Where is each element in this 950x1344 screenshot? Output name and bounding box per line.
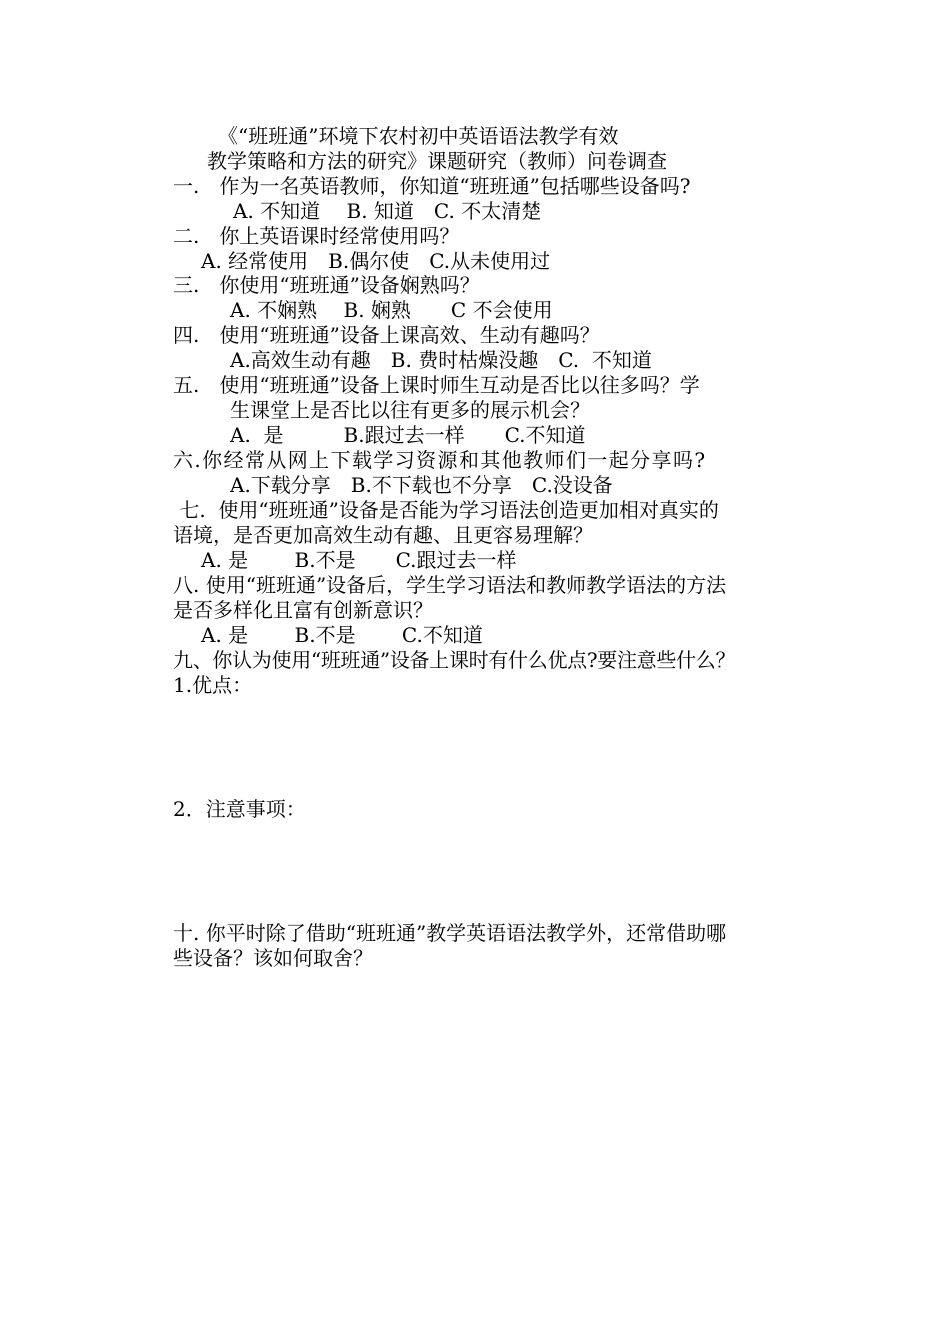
question-4-options: A.高效生动有趣 B. 费时枯燥没趣 C. 不知道 — [230, 348, 652, 372]
question-5-line-1: 五. 使用“班班通”设备上课时师生互动是否比以往多吗？学 — [173, 373, 700, 397]
title-line-2: 教学策略和方法的研究》课题研究（教师）问卷调查 — [207, 149, 667, 173]
question-1-options: A. 不知道 B. 知道 C. 不太清楚 — [233, 199, 542, 223]
question-10-line-2: 些设备？该如何取舍？ — [173, 946, 373, 970]
question-7-options: A. 是 B.不是 C.跟过去一样 — [201, 548, 517, 572]
question-7-line-1: 七. 使用“班班通”设备是否能为学习语法创造更加相对真实的 — [173, 498, 719, 522]
question-8-line-2: 是否多样化且富有创新意识？ — [173, 598, 433, 622]
question-3-options: A. 不娴熟 B. 娴熟 C 不会使用 — [230, 298, 553, 322]
question-6: 六.你经常从网上下载学习资源和其他教师们一起分享吗? — [173, 448, 707, 472]
question-5-options: A. 是 B.跟过去一样 C.不知道 — [230, 423, 586, 447]
question-1: 一. 作为一名英语教师，你知道“班班通”包括哪些设备吗? — [173, 174, 691, 198]
question-4: 四. 使用“班班通”设备上课高效、生动有趣吗？ — [173, 323, 600, 347]
question-5-line-2: 生课堂上是否比以往有更多的展示机会？ — [230, 398, 590, 422]
question-9: 九、你认为使用“班班通”设备上课时有什么优点?要注意些什么？ — [173, 648, 736, 672]
question-2-options: A. 经常使用 B.偶尔使 C.从未使用过 — [201, 249, 551, 273]
question-9-notes-label: 2．注意事项： — [173, 797, 306, 821]
question-2: 二. 你上英语课时经常使用吗？ — [173, 224, 460, 248]
question-6-options: A.下载分享 B.不下载也不分享 C.没设备 — [230, 473, 613, 497]
question-8-options: A. 是 B.不是 C.不知道 — [201, 623, 483, 647]
question-3: 三. 你使用“班班通”设备娴熟吗？ — [173, 273, 480, 297]
question-8-line-1: 八. 使用“班班通”设备后，学生学习语法和教师教学语法的方法 — [173, 573, 727, 597]
question-10-line-1: 十. 你平时除了借助“班班通”教学英语语法教学外，还常借助哪 — [173, 921, 727, 945]
title-line-1: 《“班班通”环境下农村初中英语语法教学有效 — [218, 124, 619, 148]
question-7-line-2: 语境，是否更加高效生动有趣、且更容易理解？ — [173, 523, 593, 547]
question-9-advantages-label: 1.优点： — [173, 673, 253, 697]
